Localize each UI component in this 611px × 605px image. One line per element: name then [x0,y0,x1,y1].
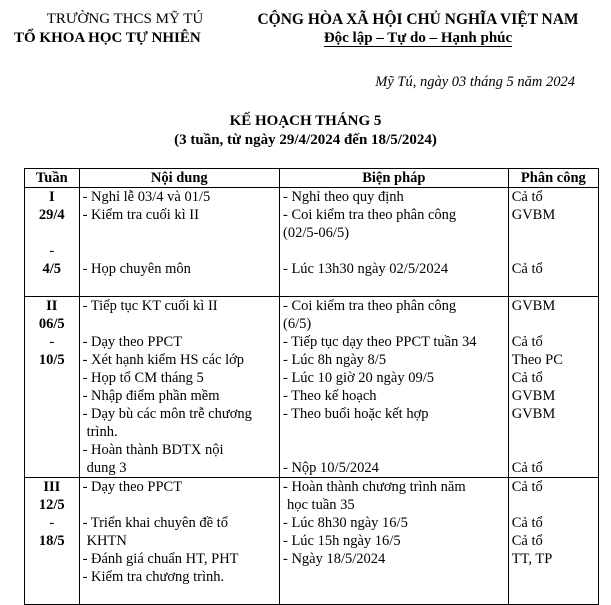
school-name: TRƯỜNG THCS MỸ TÚ [46,11,204,27]
plan-table [24,168,599,605]
table-header-row [25,169,599,188]
assign-line: TT, TP [511,551,553,567]
date-line: Mỹ Tú, ngày 03 tháng 5 năm 2024 [375,74,575,90]
measure-line: - Theo kế hoạch [282,388,377,404]
assign-line: GVBM [511,298,556,314]
table-row [25,478,599,605]
measures-cell [279,188,508,297]
content-line: - Xét hạnh kiểm HS các lớp [82,352,245,368]
nation-header [238,10,598,48]
content-line: KHTN [86,533,127,549]
week-cell [25,297,80,478]
document-subtitle: (3 tuần, từ ngày 29/4/2024 đến 18/5/2024) [174,132,437,148]
measure-line: - Theo buổi hoặc kết hợp [282,406,429,422]
measure-line: (6/5) [282,316,312,332]
nation-motto: Độc lập – Tự do – Hạnh phúc [323,30,513,46]
week-number: II [46,298,58,314]
document-title-block [0,112,611,150]
measure-line: - Coi kiểm tra theo phân công [282,207,457,223]
content-line: - Dạy bù các môn trễ chương [82,406,252,422]
table-row [25,188,599,297]
assign-cell [508,478,598,605]
week-number: III [43,479,61,495]
content-line: - Kiểm tra chương trình. [82,569,225,585]
measure-line: - Coi kiểm tra theo phân công [282,298,457,314]
assign-line: Cả tổ [511,370,543,386]
assign-line: Cả tổ [511,460,543,476]
content-line: - Đánh giá chuẩn HT, PHT [82,551,239,567]
measure-line: - Ngày 18/5/2024 [282,551,386,567]
content-line: trình. [86,424,118,440]
assign-line: Cả tổ [511,515,543,531]
measure-line: học tuần 35 [286,497,355,513]
week-end: 4/5 [42,261,62,277]
content-line: - Tiếp tục KT cuối kì II [82,298,218,314]
week-cell [25,478,80,605]
week-end: 10/5 [38,352,65,368]
content-line: - Dạy theo PPCT [82,334,183,350]
assign-line: Cả tổ [511,189,543,205]
measure-line: (02/5-06/5) [282,225,350,241]
measures-cell [279,297,508,478]
header-assign: Phân công [508,169,598,188]
measures-cell [279,478,508,605]
assign-line: Cả tổ [511,533,543,549]
content-line: dung 3 [86,460,127,476]
week-cell [25,188,80,297]
content-cell [79,188,279,297]
assign-line: Cả tổ [511,261,543,277]
measure-line: - Lúc 10 giờ 20 ngày 09/5 [282,370,435,386]
content-cell [79,297,279,478]
measure-line: - Nộp 10/5/2024 [282,460,379,476]
week-start: 12/5 [38,497,65,513]
content-line: - Họp tổ CM tháng 5 [82,370,204,386]
header-content: Nội dung [79,169,279,188]
measure-line: - Tiếp tục dạy theo PPCT tuần 34 [282,334,477,350]
measure-line: - Lúc 13h30 ngày 02/5/2024 [282,261,449,277]
assign-line: GVBM [511,406,556,422]
content-line: - Họp chuyên môn [82,261,191,277]
assign-line: Cả tổ [511,479,543,495]
measure-line: - Nghỉ theo quy định [282,189,404,205]
assign-cell [508,297,598,478]
content-line: - Dạy theo PPCT [82,479,183,495]
content-line: - Hoàn thành BDTX nội [82,442,224,458]
header-week: Tuần [25,169,80,188]
nation-title: CỘNG HÒA XÃ HỘI CHỦ NGHĨA VIỆT NAM [257,11,579,28]
content-line: - Triển khai chuyên đề tổ [82,515,228,531]
measure-line: - Hoàn thành chương trình năm [282,479,466,495]
content-line: - Kiểm tra cuối kì II [82,207,199,223]
assign-line: Theo PC [511,352,563,368]
department-name: TỔ KHOA HỌC TỰ NHIÊN [14,30,201,46]
week-dash: - [49,515,55,531]
measure-line: - Lúc 8h30 ngày 16/5 [282,515,408,531]
week-start: 29/4 [38,207,65,223]
assign-cell [508,188,598,297]
week-dash: - [49,243,55,259]
content-cell [79,478,279,605]
school-header [14,10,236,48]
week-start: 06/5 [38,316,65,332]
assign-line: GVBM [511,207,556,223]
content-line: - Nhập điểm phần mềm [82,388,220,404]
week-dash: - [49,334,55,350]
assign-line: GVBM [511,388,556,404]
header-measures: Biện pháp [279,169,508,188]
assign-line: Cả tổ [511,334,543,350]
measure-line: - Lúc 15h ngày 16/5 [282,533,401,549]
content-line: - Nghỉ lễ 03/4 và 01/5 [82,189,211,205]
week-number: I [48,189,55,205]
week-end: 18/5 [38,533,65,549]
measure-line: - Lúc 8h ngày 8/5 [282,352,387,368]
table-row [25,297,599,478]
document-title: KẾ HOẠCH THÁNG 5 [229,113,382,129]
